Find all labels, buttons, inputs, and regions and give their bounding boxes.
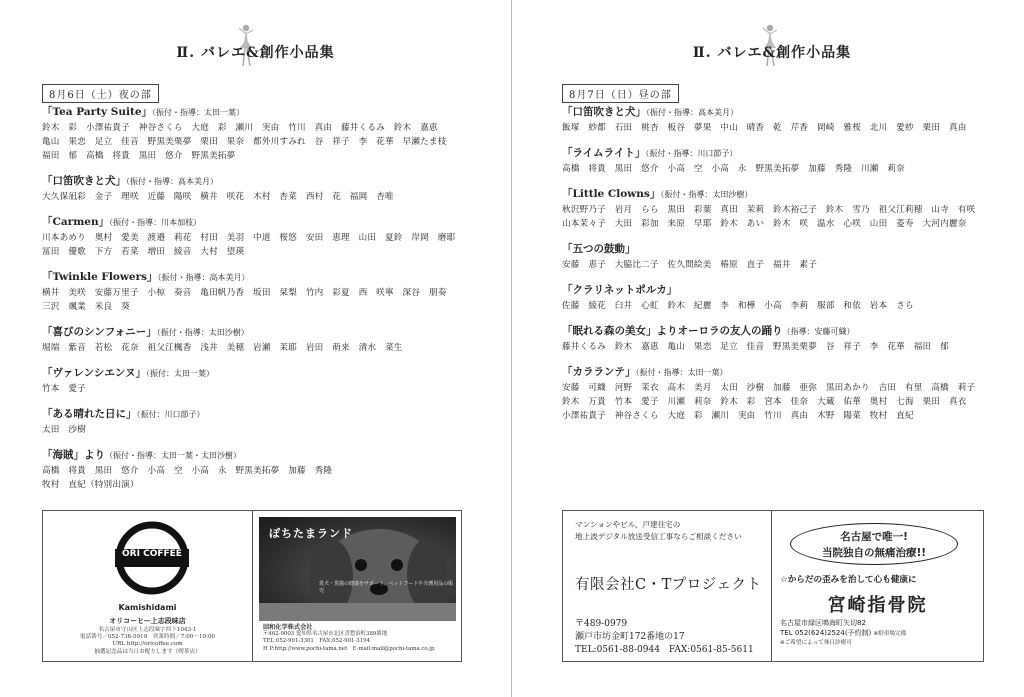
miyazaki-address: 名古屋市緑区鳴海町矢切82 [780,619,866,627]
ori-url[interactable]: URL http://oricoffee.com [112,641,183,648]
piece-name: 「ヴァレンシエンヌ」 [42,367,146,379]
performer-line: 安藤 恵子 大脇比二子 佐久間絵美 椿原 直子 福井 素子 [562,260,818,270]
performer-line: 大久保凪彩 金子 理咲 近藤 陽咲 横井 咲花 木村 杏菜 西村 花 福岡 杏唯 [42,192,394,202]
miyazaki-ad[interactable] [771,511,983,661]
right-page [512,0,1024,697]
performer-line: 安藤 可織 河野 茉衣 高木 美月 太田 沙樹 加藤 亜弥 黒田あかり 吉田 有里 高橋 莉子 [562,383,976,393]
piece-credit: （振付・指導：太田一葉） [152,108,245,117]
ori-shop-name: オリコーヒー上志段味店 [109,616,186,625]
program-piece [562,145,992,176]
ad-row [562,510,984,662]
performer-line: 福田 郁 高橋 将貴 黒田 悠介 野黒美拓夢 [42,151,236,161]
pochitama-caption: 愛犬・愛猫の健康をサポート。ペットフードや介護用品の販売 [319,581,454,594]
piece-title [42,324,472,341]
miyazaki-oval [790,523,958,565]
miyazaki-tagline: ☆からだの歪みを治して心も健康に [780,575,917,585]
program-piece [562,364,992,423]
pochitama-phone: TEL:052-901-3301 FAX:052-901-3194 [263,638,371,645]
date-header: 8月7日（日）昼の部 [562,84,679,103]
performer-line: 高橋 将貴 黒田 悠介 小高 空 小高 永 野黒美拓夢 加藤 秀隆 川瀬 莉奈 [562,164,905,174]
ori-logo-text: ORI COFFEE [122,549,182,559]
pochitama-brand: ぽちたまランド [269,527,353,540]
performer-line: 牧村 直紀（特別出演） [42,480,139,490]
page-title: Ⅱ. バレエ&創作小品集 [692,45,852,61]
miyazaki-oval-line: 名古屋で唯一! [840,531,908,543]
miyazaki-clinic-name: 宮崎指骨院 [827,595,928,616]
program-list [562,104,992,433]
piece-title [562,145,992,162]
piece-title [42,269,472,286]
piece-title [562,186,992,203]
piece-name: 「五つの鼓動」 [562,243,636,255]
ct-phone: TEL:0561-88-0944 FAX:0561-85-5611 [575,645,754,655]
performer-line: 佐藤 綾花 臼井 心虹 鈴木 紀麗 李 和樺 小高 李莉 服部 和依 岩本 さら [562,301,914,311]
piece-name: 「クラリネットポルカ」 [562,284,678,296]
piece-credit: （振付：川口節子） [136,410,205,419]
piece-name: 「Twinkle Flowers」 [42,271,158,283]
performer-line: 亀山 果恋 足立 佳音 野黒美栗夢 栗田 果奈 都外川すみれ 谷 祥子 李 花華 早瀬たま枝 [42,137,447,147]
ct-project-ad[interactable] [563,511,771,661]
program-piece [562,282,992,313]
piece-credit: （振付・指導：川本加枝） [109,218,202,227]
ori-coffee-ad[interactable] [43,511,252,661]
piece-name: 「カラランテ」 [562,366,636,378]
piece-credit: （振付・指導：太田沙樹） [156,328,249,337]
program-piece [562,104,992,135]
piece-name: 「Little Clowns」 [562,188,661,200]
piece-name: 「Carmen」 [42,216,110,228]
piece-credit: （振付・指導：太田一葉・太田沙樹） [105,451,241,460]
miyazaki-parking-note: ※駐車場完備 [873,630,907,637]
program-piece [42,447,472,492]
program-piece [562,186,992,231]
pochitama-info [263,624,453,653]
performer-line: 竹本 愛子 [42,384,86,394]
program-piece [562,241,992,272]
piece-name: 「海賊」より [42,449,105,461]
piece-title [562,104,992,121]
piece-name: 「Tea Party Suite」 [42,106,153,118]
piece-name: 「眠れる森の美女」よりオーロラの友人の踊り [562,325,783,337]
piece-title [562,282,992,299]
ct-intro-line: 地上波デジタル放送受信工事ならご相談ください [575,532,742,541]
ct-company-name: 有限会社C・Tプロジェクト [575,577,762,593]
performer-line: 太田 沙樹 [42,425,86,435]
ct-zip: 〒489-0979 [575,619,628,629]
program-piece [562,323,992,354]
piece-title [42,173,472,190]
dog-photo [259,517,456,621]
program-piece [42,406,472,437]
piece-title [42,406,472,423]
piece-credit: （振付・指導：高本美月） [126,177,218,186]
piece-credit: （振付・指導：川口節子） [645,149,738,158]
performer-line: 川本あめり 奥村 愛美 渡邉 莉花 村田 美羽 中道 桜悠 安田 恵理 山田 夏鈴 岸岡 磨耶 [42,233,456,243]
ad-row [42,510,462,662]
ct-address-block [575,618,754,657]
piece-credit: （振付・指導：太田一葉） [635,368,728,377]
performer-line: 冨田 優歌 下方 若菜 増田 綾音 大村 望瑛 [42,247,245,257]
performer-line: 鈴木 彩 小澤祐貴子 神谷さくら 大庭 彩 瀬川 実由 竹川 真由 藤井くるみ 鈴木 嘉恵 [42,123,438,133]
piece-credit: （振付・指導：高本美月） [646,108,738,117]
program-piece [42,173,472,204]
miyazaki-phone: TEL 052(624)2524(予約制) [780,628,872,637]
performer-line: 横井 美咲 安藤万里子 小椋 奏音 亀田帆乃香 坂田 栞梨 竹内 彩夏 西 咲寧 深谷 朋奏 [42,288,447,298]
program-piece [42,269,472,314]
ct-intro-line: マンションやビル、戸建住宅の [575,520,681,529]
program-piece [42,214,472,259]
program-piece [42,104,472,163]
page-title: Ⅱ. バレエ&創作小品集 [176,45,335,61]
miyazaki-oval-line: 当院独自の無痛治療!! [821,547,927,559]
performer-line: 飯塚 紗都 石田 桃杏 板谷 夢果 中山 晴香 乾 芹香 岡崎 雅桜 北川 愛紗 栗田 真由 [562,123,967,133]
pochitama-url[interactable]: H P:http://www.pochi-tama.net E-mail:mail@pochi-tama.co.jp [263,645,435,652]
performer-line: 堀端 紫音 若松 花奈 祖父江楓香 浅井 美穂 岩瀬 茉耶 岩田 萌来 清水 菜生 [42,343,403,353]
pochitama-address: 〒462-0003 愛知県名古屋市北区喜惣治町389番地 [263,631,388,638]
program-piece [42,365,472,396]
pochitama-company: 回和化学株式会社 [263,624,313,631]
piece-credit: （指導：安藤可織） [782,327,855,336]
performer-line: 小澤祐貴子 神谷さくら 大庭 彩 瀬川 実由 竹川 真由 木野 陽菜 牧村 直紀 [562,411,914,421]
miyazaki-phone-line [780,629,906,640]
piece-name: 「ライムライト」 [562,147,646,159]
piece-credit: （振付・指導：高本美月） [157,273,250,282]
ori-phone: 電話番号／052-736-5919 営業時間／7:00〜19:00 [79,634,216,641]
piece-title [562,364,992,381]
performer-line: 藤井くるみ 鈴木 嘉恵 亀山 果恋 足立 佳音 野黒美栗夢 谷 祥子 李 花華 福田 郁 [562,342,949,352]
date-header: 8月6日（土）夜の部 [42,84,159,103]
pochitama-ad[interactable] [252,511,461,661]
piece-title [562,241,992,258]
performer-line: 高橋 将貴 黒田 悠介 小高 空 小高 永 野黒美拓夢 加藤 秀隆 [42,466,333,476]
piece-credit: （振付：太田一葉） [145,369,214,378]
piece-name: 「口笛吹きと犬」 [42,175,126,187]
piece-title [42,447,472,464]
program-list [42,104,472,502]
miyazaki-holiday-note: ※ご希望によって休日診療可 [780,640,852,646]
piece-title [42,365,472,382]
program-piece [42,324,472,355]
ori-note: 抽選記念品は当日お配りします（喫茶店） [94,648,201,655]
piece-name: 「喜びのシンフォニー」 [42,326,157,338]
piece-title [42,214,472,231]
piece-name: 「口笛吹きと犬」 [562,106,646,118]
ct-address: 瀬戸市坊金町172番地の17 [575,632,685,642]
piece-title [42,104,472,121]
performer-line: 三沢 颯業 米良 葵 [42,302,130,312]
ori-brand-name: Kamishidami [118,603,177,612]
performer-line: 鈴木 万貴 竹本 愛子 川瀬 莉奈 鈴木 彩 宮本 佳奈 大蔵 佑華 奥村 七海 栗田 真衣 [562,397,967,407]
ori-address: 名古屋市守山区上志段味字西下1043-1 [98,627,197,633]
performer-line: 秋沢野乃子 岩月 らら 黒田 彩葉 真田 茉莉 鈴木裕己子 鈴木 雪乃 祖父江莉穂 山寺 有咲 [562,205,976,215]
miyazaki-info [780,619,906,649]
performer-line: 山本茉々子 大田 彩加 来原 早耶 鈴木 あい 鈴木 咲 温水 心咲 山田 菱寿 大河内麗奈 [562,219,967,229]
piece-title [562,323,992,340]
piece-name: 「ある晴れた日に」 [42,408,137,420]
ct-intro [575,519,742,543]
ori-info [43,627,252,656]
piece-credit: （振付・指導：太田沙樹） [660,190,753,199]
